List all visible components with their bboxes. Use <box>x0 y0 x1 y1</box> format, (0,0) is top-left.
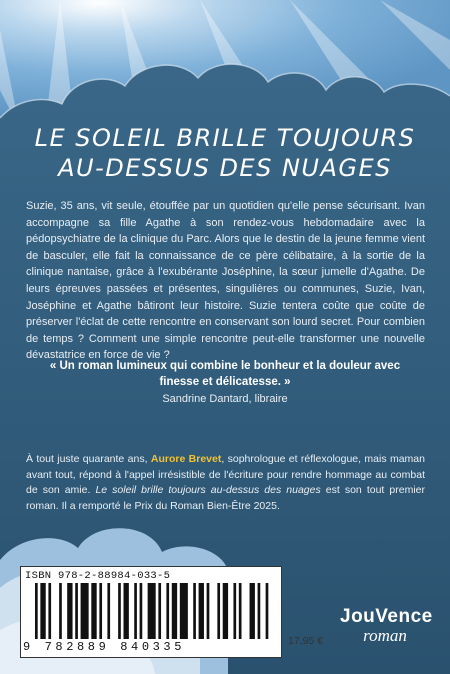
collection-name: roman <box>363 626 407 645</box>
bio-end: est son tout premier roman. Il a remporté le Prix du Roman Bien-Être 2025. <box>26 484 425 512</box>
author-name: Aurore Brevet <box>150 453 222 465</box>
review-author: Sandrine Dantard, libraire <box>162 393 288 405</box>
bio-mid: , sophrologue et réflexologue, mais maman avant tout, répond à l'appel irrésistible de l'écriture pour rendre hommage au combat de son amie. <box>26 453 425 497</box>
bio-book-title: Le soleil brille toujours au-dessus des nuages <box>95 484 321 497</box>
price-label: 17,95 € <box>288 635 324 647</box>
bio-intro: À tout juste quarante ans, <box>26 453 151 465</box>
publisher-name: JouVence <box>340 606 433 627</box>
review-quote: « Un roman lumineux qui combine le bonheur et la douleur avec finesse et délicatesse. » <box>49 360 401 388</box>
publisher-logo <box>340 606 433 646</box>
book-title-line-2: AU-DESSUS DES NUAGES <box>58 154 392 182</box>
barcode-digits: 9 782889 840335 <box>23 640 186 654</box>
book-title-line-1: LE SOLEIL BRILLE TOUJOURS <box>34 124 416 152</box>
synopsis-text: Suzie, 35 ans, vit seule, étouffée par un quotidien qu'elle pense sécurisant. Ivan accompagne sa fille Agathe à son rendez-vous hebdomadaire avec la pédopsychiatre de la clinique du Parc. Alors que le destin de la jeune femme vient de basculer, elle fait la connaissance de ce père célibataire, à la sortie de la clinique nantaise, grâce à l'exubérante Joséphine, la sœur jumelle d'Agathe. De leurs épreuves passées et présentes, singulières ou communes, Suzie, Ivan, Joséphine et Agathe bâtiront leur histoire. Suzie tentera coûte que coûte de préserver l'éclat de cette rencontre en conservant son lourd secret. Pour combien de temps ? Comment une simple rencontre peut-elle transformer une nouvelle dévastatrice en force de vie ? <box>26 200 425 362</box>
author-bio <box>26 452 425 514</box>
barcode-box <box>20 566 282 658</box>
barcode-icon <box>35 583 271 639</box>
isbn-number: ISBN 978-2-88984-033-5 <box>25 570 171 582</box>
